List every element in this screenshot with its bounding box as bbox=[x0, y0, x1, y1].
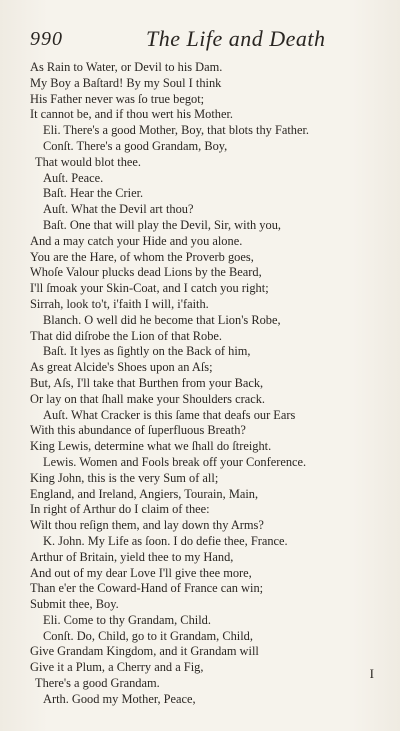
text-line: Eli. There's a good Mother, Boy, that blots thy Father. bbox=[43, 123, 310, 138]
text-line: Conſt. Do, Child, go to it Grandam, Child, bbox=[43, 628, 253, 643]
text-line: Give it a Plum, a Cherry and a Fig, bbox=[30, 660, 204, 675]
text-line: And out of my dear Love I'll give thee more, bbox=[30, 565, 252, 580]
text-line: Or lay on that ſhall make your Shoulders crack. bbox=[30, 391, 266, 406]
text-line: King Lewis, determine what we ſhall do ſtreight. bbox=[30, 439, 272, 454]
text-line: Auſt. What the Devil art thou? bbox=[43, 202, 194, 217]
text-line: My Boy a Baſtard! By my Soul I think bbox=[30, 75, 222, 90]
text-line: Submit thee, Boy. bbox=[30, 597, 119, 612]
text-line: Auſt. What Cracker is this ſame that deafs our Ears bbox=[43, 407, 296, 422]
text-line: Baſt. It lyes as ſightly on the Back of him, bbox=[43, 344, 251, 359]
text-line: Give Grandam Kingdom, and it Grandam will bbox=[30, 644, 259, 659]
text-line: I'll ſmoak your Skin-Coat, and I catch you right; bbox=[30, 281, 269, 296]
text-line: Auſt. Peace. bbox=[43, 170, 104, 185]
text-line: Eli. Come to thy Grandam, Child. bbox=[43, 612, 211, 627]
text-line: In right of Arthur do I claim of thee: bbox=[30, 502, 210, 517]
catchword: I bbox=[369, 666, 374, 681]
text-line: Baſt. One that will play the Devil, Sir, with you, bbox=[43, 217, 281, 232]
text-line: As Rain to Water, or Devil to his Dam. bbox=[30, 60, 223, 74]
text-line: K. John. My Life as ſoon. I do defie thee, France. bbox=[43, 533, 288, 548]
text-line: Sirrah, look to't, i'faith I will, i'faith. bbox=[30, 296, 209, 311]
text-line: Arth. Good my Mother, Peace, bbox=[43, 691, 196, 706]
text-line: Baſt. Hear the Crier. bbox=[43, 186, 144, 201]
text-line: Than e'er the Coward-Hand of France can win; bbox=[30, 581, 264, 596]
text-line: That would blot thee. bbox=[35, 154, 141, 169]
text-line: Blanch. O well did he become that Lion's Robe, bbox=[43, 312, 281, 327]
text-line: Lewis. Women and Fools break off your Conference. bbox=[43, 454, 307, 469]
text-line: Conſt. There's a good Grandam, Boy, bbox=[43, 138, 228, 153]
text-line: That did diſrobe the Lion of that Robe. bbox=[30, 328, 223, 343]
text-line: It cannot be, and if thou wert his Mother. bbox=[30, 107, 234, 122]
text-line: Whoſe Valour plucks dead Lions by the Beard, bbox=[30, 265, 262, 280]
text-line: Arthur of Britain, yield thee to my Hand, bbox=[30, 549, 234, 564]
text-line: England, and Ireland, Angiers, Tourain, Main, bbox=[30, 486, 259, 501]
text-line: And a may catch your Hide and you alone. bbox=[30, 233, 243, 248]
text-line: Wilt thou reſign them, and lay down thy Arms? bbox=[30, 518, 264, 533]
play-text bbox=[30, 60, 376, 708]
text-line: King John, this is the very Sum of all; bbox=[30, 470, 219, 485]
text-line: As great Alcide's Shoes upon an Aſs; bbox=[30, 360, 213, 375]
text-line: His Father never was ſo true begot; bbox=[30, 91, 205, 106]
page-number: 990 bbox=[30, 28, 63, 50]
text-line: There's a good Grandam. bbox=[35, 676, 160, 691]
text-line: You are the Hare, of whom the Proverb goes, bbox=[30, 249, 254, 264]
page-header bbox=[30, 28, 370, 54]
text-line: But, Aſs, I'll take that Burthen from your Back, bbox=[30, 375, 264, 390]
running-title: The Life and Death bbox=[146, 26, 326, 51]
text-line: With this abundance of ſuperfluous Breath? bbox=[30, 423, 246, 438]
